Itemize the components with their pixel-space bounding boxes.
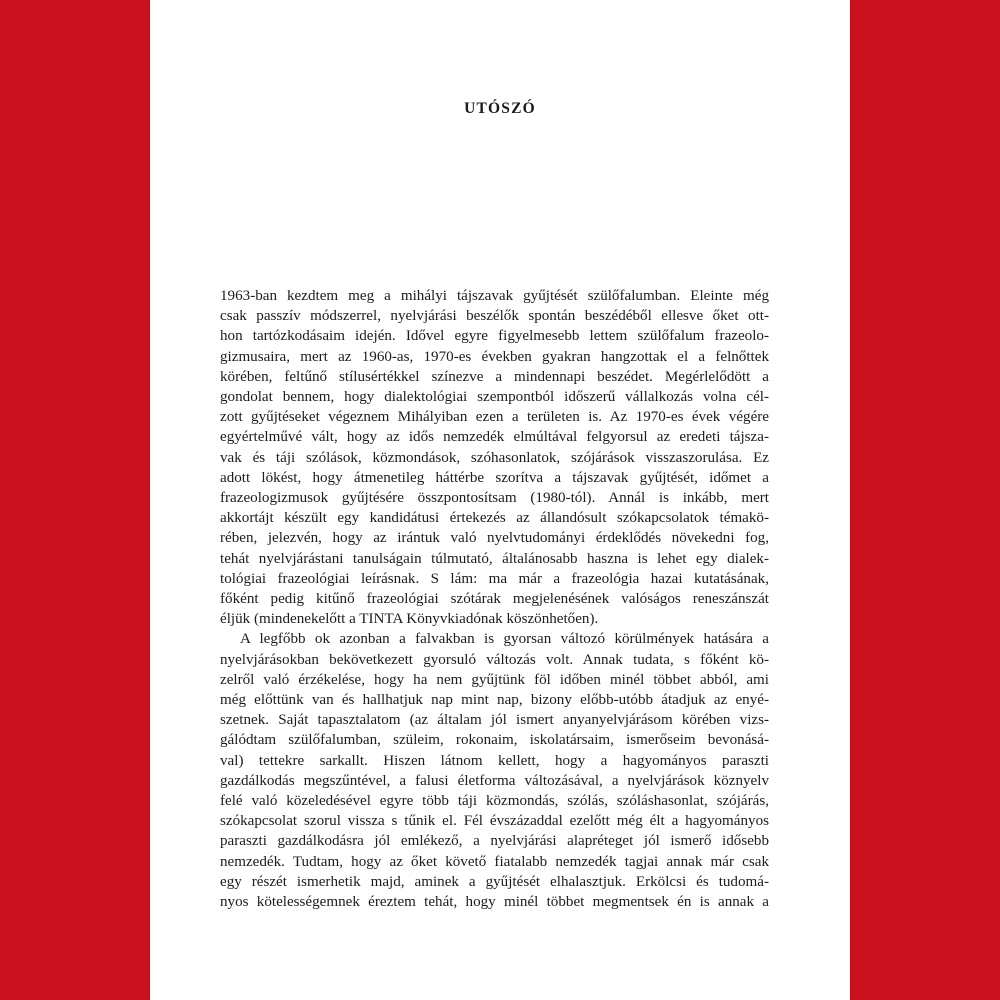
text-line: nemzedék. Tudtam, hogy az őket követő fiatalabb nemzedék tagjai annak már csak	[220, 853, 769, 870]
text-line: vak és táji szólások, közmondások, szóhasonlatok, szójárások visszaszorulása. Ez	[220, 449, 769, 466]
text-line: körében, feltűnő stílusértékkel színezve a mindennapi beszédet. Megérlelődött a	[220, 368, 769, 385]
text-line: tehát nyelvjárástani tanulságain túlmutató, általánosabb haszna is lehet egy dialek-	[220, 550, 769, 567]
text-line: nyos kötelességemnek éreztem tehát, hogy minél többet megmentsek én is annak a	[220, 894, 769, 911]
text-line: frazeologizmusok gyűjtésére összpontosítsam (1980-tól). Annál is inkább, mert	[220, 490, 769, 507]
text-line: val) tettekre sarkallt. Hiszen látnom kellett, hogy a hagyományos paraszti	[220, 752, 769, 769]
text-line: gálódtam szülőfalumban, szüleim, rokonaim, iskolatársaim, ismerőseim bevonásá-	[220, 732, 769, 749]
text-line: paraszti gazdálkodásra jól emlékező, a nyelvjárási alapréteget jól ismerő idősebb	[220, 833, 769, 850]
left-red-margin	[0, 0, 150, 1000]
text-line: gondolat bennem, hogy dialektológiai szempontból időszerű vállalkozás volna cél-	[220, 389, 769, 406]
text-line: felé való közeledésével egyre több táji közmondás, szólás, szóláshasonlat, szójárás,	[220, 793, 769, 810]
body-text	[220, 286, 769, 912]
text-line: nyelvjárásokban bekövetkezett gyorsuló változás volt. Annak tudata, s főként kö-	[220, 651, 769, 668]
paragraph-1	[220, 286, 769, 629]
text-line: tológiai frazeológiai leírásnak. S lám: ma már a frazeológia hazai kutatásának,	[220, 570, 769, 587]
text-line: főként pedig kitűnő frazeológiai szótárak megjelenésének valóságos reneszánszát	[220, 591, 769, 608]
text-line: egy részét ismerhetik majd, aminek a gyűjtését elhalasztjuk. Erkölcsi és tudomá-	[220, 873, 769, 890]
text-line: hon tartózkodásaim idején. Idővel egyre figyelmesebb lettem szülőfalum frazeolo-	[220, 328, 769, 345]
page-title: UTÓSZÓ	[464, 100, 536, 117]
text-line: gazdálkodás megszűntével, a falusi életforma változásával, a nyelvjárások köznyelv	[220, 772, 769, 789]
text-line: adott lökést, hogy átmenetileg háttérbe szorítva a tájszavak gyűjtését, időmet a	[220, 469, 769, 486]
text-line: csak passzív módszerrel, nyelvjárási beszélők spontán beszédéből ellesve őket ott-	[220, 308, 769, 325]
text-line: 1963-ban kezdtem meg a mihályi tájszavak gyűjtését szülőfalumban. Eleinte még	[220, 288, 769, 304]
book-page	[150, 0, 850, 1000]
paragraph-2	[220, 629, 769, 912]
text-line: szetnek. Saját tapasztalatom (az általam jól ismert anyanyelvjárásom körében vizs-	[220, 712, 769, 729]
text-line: gizmusaira, mert az 1960-as, 1970-es években gyakran hangzottak el a felnőttek	[220, 348, 769, 365]
right-red-margin	[850, 0, 1000, 1000]
text-line: még előttünk van és hallhatjuk nap mint nap, bizony előbb-utóbb átadjuk az enyé-	[220, 692, 769, 709]
text-line: zelről való érzékelése, hogy ha nem gyűjtünk föl időben minél többet abból, ami	[220, 671, 769, 688]
text-line: egyértelművé vált, hogy az idős nemzedék elmúltával felgyorsul az eredeti tájsza-	[220, 429, 769, 446]
text-line: akkortájt készült egy kandidátusi értekezés az állandósult szókapcsolatok témakö-	[220, 510, 769, 527]
text-line: szókapcsolat szorul vissza s tűnik el. Fél évszázaddal ezelőtt még élt a hagyományos	[220, 813, 769, 830]
text-line: rében, jelezvén, hogy az irántuk való nyelvtudományi érdeklődés növekedni fog,	[220, 530, 769, 547]
text-line: zott gyűjtéseket végeznem Mihályiban ezen a területen is. Az 1970-es évek végére	[220, 409, 769, 426]
text-line: A legfőbb ok azonban a falvakban is gyorsan változó körülmények hatására a	[240, 631, 769, 648]
text-line: éljük (mindenekelőtt a TINTA Könyvkiadónak köszönhetően).	[220, 611, 599, 628]
